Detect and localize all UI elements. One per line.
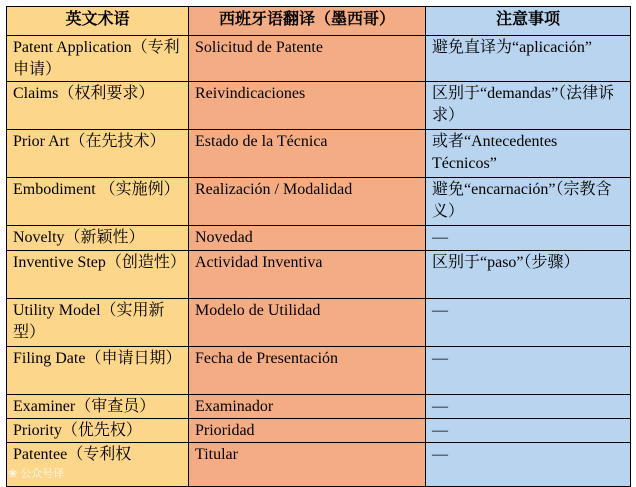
spanish-term-cell: Novedad <box>189 226 426 251</box>
spanish-term-cell: Reivindicaciones <box>189 82 426 130</box>
note-cell: — <box>426 443 631 487</box>
header-spanish-translation: 西班牙语翻译（墨西哥） <box>189 7 426 36</box>
spanish-term-cell: Fecha de Presentación <box>189 347 426 395</box>
watermark-text: 公众号译 <box>20 467 65 480</box>
note-cell: — <box>426 347 631 395</box>
spanish-term-cell: Estado de la Técnica <box>189 130 426 178</box>
spanish-term-cell: Solicitud de Patente <box>189 36 426 82</box>
english-term-cell: Patentee（专利权 <box>7 443 189 487</box>
table-row <box>7 130 631 178</box>
note-cell: 区别于“paso”（步骤） <box>426 251 631 299</box>
note-cell: — <box>426 395 631 419</box>
spanish-term-cell: Actividad Inventiva <box>189 251 426 299</box>
english-term-cell: Filing Date（申请日期） <box>7 347 189 395</box>
table-row <box>7 82 631 130</box>
header-row <box>7 7 631 36</box>
table-row <box>7 36 631 82</box>
english-term-cell: Prior Art（在先技术） <box>7 130 189 178</box>
spanish-term-cell: Prioridad <box>189 419 426 443</box>
english-term-cell: Utility Model（实用新型） <box>7 299 189 347</box>
table-header <box>7 7 631 36</box>
english-term-cell: Novelty（新颖性） <box>7 226 189 251</box>
note-cell: 避免“encarnación”（宗教含义） <box>426 178 631 226</box>
terminology-table <box>6 6 631 487</box>
watermark-logo-icon: ❀ <box>8 467 18 480</box>
table-row <box>7 419 631 443</box>
table-row <box>7 395 631 419</box>
english-term-cell: Priority（优先权） <box>7 419 189 443</box>
table-row <box>7 443 631 487</box>
table-row <box>7 226 631 251</box>
spanish-term-cell: Realización / Modalidad <box>189 178 426 226</box>
english-term-cell: Claims（权利要求） <box>7 82 189 130</box>
table-row <box>7 347 631 395</box>
header-english-term: 英文术语 <box>7 7 189 36</box>
spanish-term-cell: Titular <box>189 443 426 487</box>
spanish-term-cell: Modelo de Utilidad <box>189 299 426 347</box>
english-term-cell: Examiner（审查员） <box>7 395 189 419</box>
table-row <box>7 178 631 226</box>
watermark <box>8 466 64 482</box>
english-term-cell: Patent Application（专利申请） <box>7 36 189 82</box>
note-cell: 区别于“demandas”（法律诉求） <box>426 82 631 130</box>
table-row <box>7 251 631 299</box>
english-term-cell: Inventive Step（创造性） <box>7 251 189 299</box>
table-row <box>7 299 631 347</box>
note-cell: 避免直译为“aplicación” <box>426 36 631 82</box>
note-cell: 或者“Antecedentes Técnicos” <box>426 130 631 178</box>
note-cell: — <box>426 299 631 347</box>
spanish-term-cell: Examinador <box>189 395 426 419</box>
english-term-cell: Embodiment （实施例） <box>7 178 189 226</box>
note-cell: — <box>426 226 631 251</box>
header-notes: 注意事项 <box>426 7 631 36</box>
note-cell: — <box>426 419 631 443</box>
